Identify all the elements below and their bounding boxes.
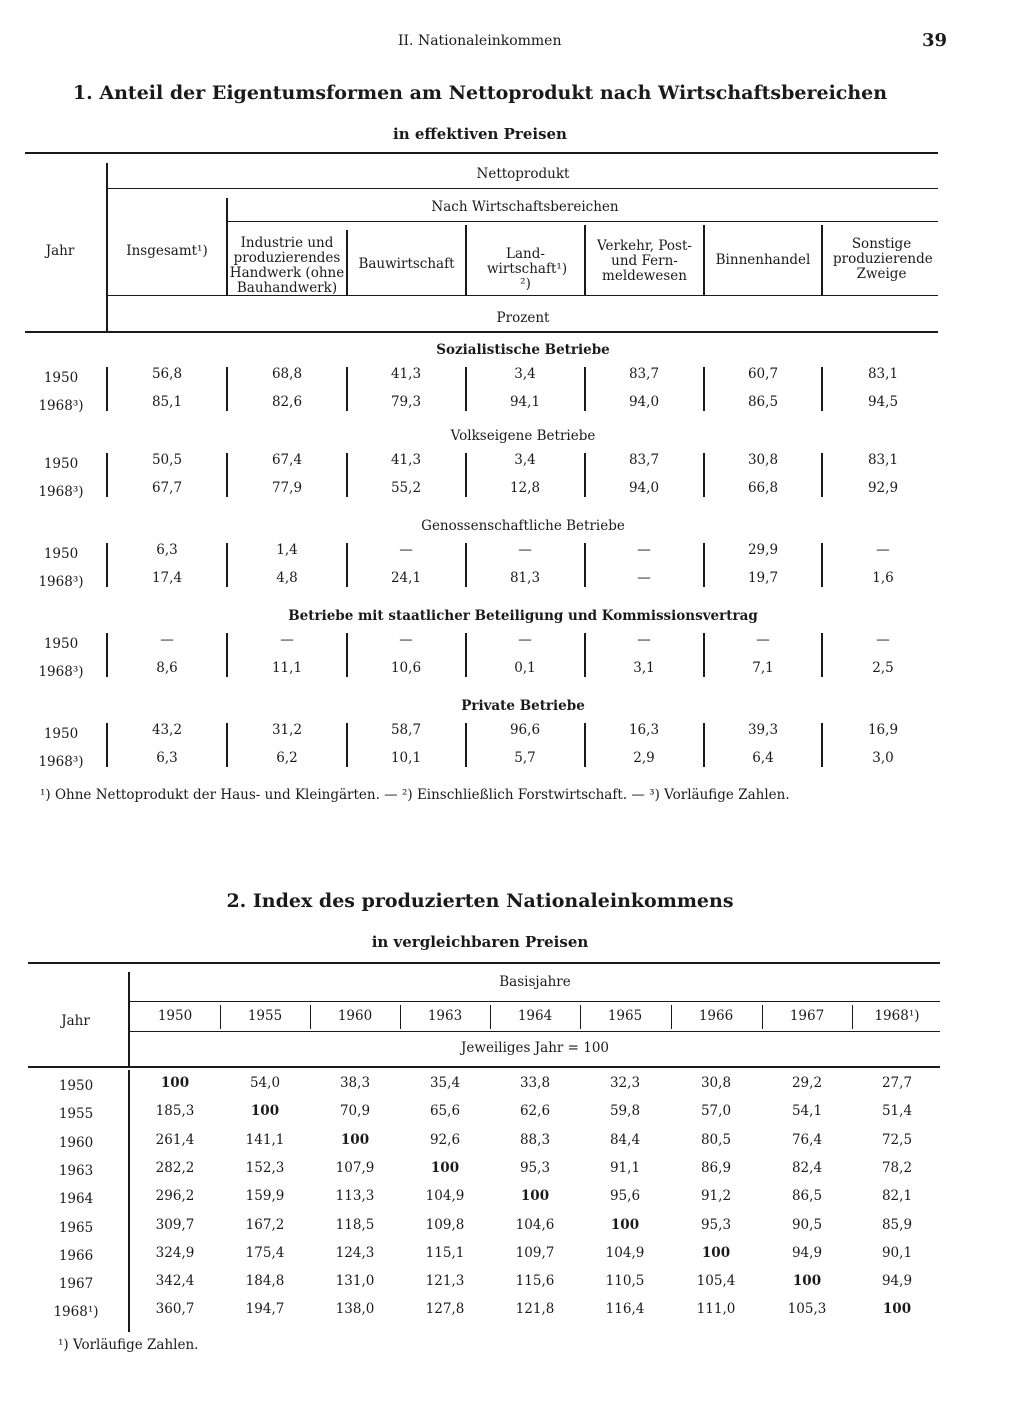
table-cell: 60,7 xyxy=(747,366,779,382)
table-cell: 81,3 xyxy=(509,570,541,586)
table1-subtitle: in effektiven Preisen xyxy=(393,125,567,143)
group-label: Genossenschaftliche Betriebe xyxy=(421,518,625,534)
column-divider xyxy=(465,633,467,677)
table-cell: 54,0 xyxy=(249,1075,281,1091)
table-cell: 38,3 xyxy=(339,1075,371,1091)
table-cell: 3,4 xyxy=(514,452,536,468)
table-cell: 39,3 xyxy=(747,722,779,738)
row-year: 1950 xyxy=(43,636,79,652)
row-year: 1963 xyxy=(58,1162,94,1179)
table-cell: 30,8 xyxy=(747,452,779,468)
row-year: 1950 xyxy=(58,1078,94,1094)
table-cell: — xyxy=(756,632,770,648)
table-cell: 51,4 xyxy=(881,1103,913,1120)
table2-col-header-jahr: Jahr xyxy=(61,1013,90,1029)
year-divider xyxy=(490,1005,491,1029)
column-divider xyxy=(465,723,467,767)
table-cell: 58,7 xyxy=(390,722,422,738)
table2-top-rule xyxy=(28,962,940,964)
column-divider xyxy=(106,543,108,587)
row-year: 1968³) xyxy=(38,754,84,770)
table-cell: 115,1 xyxy=(425,1244,465,1261)
basis-year-header: 1960 xyxy=(337,1008,373,1024)
table-cell: 6,2 xyxy=(276,750,298,766)
column-divider xyxy=(346,633,348,677)
row-year: 1964 xyxy=(58,1191,94,1208)
head-basisjahre: Basisjahre xyxy=(499,974,571,990)
group-label: Betriebe mit staatlicher Beteiligung und Kommissionsvertrag xyxy=(288,608,758,624)
table-cell: 72,5 xyxy=(881,1131,913,1148)
basis-year-header: 1950 xyxy=(157,1008,193,1024)
column-divider xyxy=(346,453,348,497)
column-divider xyxy=(465,367,467,411)
column-divider xyxy=(584,633,586,677)
table-cell: 82,4 xyxy=(791,1159,823,1176)
table-cell: 95,6 xyxy=(609,1188,641,1205)
table-cell: 3,1 xyxy=(633,660,655,676)
table-cell: — xyxy=(518,632,532,648)
table-cell: 138,0 xyxy=(335,1301,375,1318)
table-cell: 54,1 xyxy=(791,1103,823,1120)
column-divider xyxy=(106,723,108,767)
table-cell: 70,9 xyxy=(339,1103,371,1120)
table-cell: 261,4 xyxy=(155,1131,195,1148)
table-cell: 184,8 xyxy=(245,1273,285,1290)
column-divider xyxy=(584,453,586,497)
table-cell: 88,3 xyxy=(519,1131,551,1148)
table-cell: 24,1 xyxy=(390,570,422,586)
table-cell: — xyxy=(160,632,174,648)
table-cell: 324,9 xyxy=(155,1244,195,1261)
table-cell: 62,6 xyxy=(519,1103,551,1120)
group-label: Private Betriebe xyxy=(461,698,585,714)
table-cell: 16,3 xyxy=(628,722,660,738)
table-cell: 82,1 xyxy=(881,1188,913,1205)
table-cell: 1,6 xyxy=(872,570,894,586)
table1-header-bottom-rule xyxy=(25,331,938,333)
table-cell: 115,6 xyxy=(515,1273,555,1290)
table-cell: 16,9 xyxy=(867,722,899,738)
col-header-binnenhandel: Binnenhandel xyxy=(715,252,811,268)
table-cell: 127,8 xyxy=(425,1301,465,1318)
table1-footnote: ¹) Ohne Nettoprodukt der Haus- und Kleingärten. — ²) Einschließlich Forstwirtschaft. — ³) Vorläufige Zahlen. xyxy=(40,787,790,803)
group-label: Volkseigene Betriebe xyxy=(450,428,596,444)
col-header-verkehr: Verkehr, Post- und Fern- meldewesen xyxy=(597,238,692,284)
table-cell: 116,4 xyxy=(605,1301,645,1318)
year-divider xyxy=(671,1005,672,1029)
basis-year-header: 1966 xyxy=(698,1008,734,1024)
table-cell: 94,0 xyxy=(628,480,660,496)
rule-basisjahre xyxy=(130,1001,940,1002)
table-cell: 152,3 xyxy=(245,1159,285,1176)
table-cell: — xyxy=(637,570,651,586)
table-cell: 6,4 xyxy=(752,750,774,766)
table-cell: 6,3 xyxy=(156,542,178,558)
column-divider xyxy=(821,367,823,411)
table-cell: 50,5 xyxy=(151,452,183,468)
column-divider xyxy=(106,633,108,677)
column-divider xyxy=(584,543,586,587)
table-cell: 17,4 xyxy=(151,570,183,586)
column-divider xyxy=(346,723,348,767)
table-cell: — xyxy=(876,542,890,558)
table-cell: 86,5 xyxy=(791,1188,823,1205)
table-cell: 67,4 xyxy=(271,452,303,468)
table-cell: 35,4 xyxy=(429,1075,461,1091)
rule-years xyxy=(130,1031,940,1032)
table-cell: 84,4 xyxy=(609,1131,641,1148)
column-divider xyxy=(106,367,108,411)
rule-nach xyxy=(227,221,938,222)
row-year: 1950 xyxy=(43,546,79,562)
running-header: II. Nationaleinkommen xyxy=(398,33,562,49)
table-cell: 113,3 xyxy=(335,1188,375,1205)
table-cell: 31,2 xyxy=(271,722,303,738)
column-divider xyxy=(584,367,586,411)
table-cell: 41,3 xyxy=(390,366,422,382)
table-cell: 91,1 xyxy=(609,1159,641,1176)
head-nettoprodukt: Nettoprodukt xyxy=(476,166,570,182)
column-divider xyxy=(226,453,228,497)
table-cell: 121,3 xyxy=(425,1273,465,1290)
row-year: 1968³) xyxy=(38,664,84,680)
table-cell: 100 xyxy=(610,1216,640,1233)
table-cell: 30,8 xyxy=(700,1075,732,1091)
rule-nettoprodukt xyxy=(108,188,938,189)
table-cell: 86,5 xyxy=(747,394,779,410)
row-year: 1968³) xyxy=(38,574,84,590)
basis-year-header: 1955 xyxy=(247,1008,283,1024)
table-cell: 342,4 xyxy=(155,1273,195,1290)
table-cell: 33,8 xyxy=(519,1075,551,1091)
table-cell: 76,4 xyxy=(791,1131,823,1148)
table-cell: 56,8 xyxy=(151,366,183,382)
table-cell: 94,9 xyxy=(791,1244,823,1261)
table-cell: 86,9 xyxy=(700,1159,732,1176)
table-cell: 100 xyxy=(701,1244,731,1261)
table-cell: 59,8 xyxy=(609,1103,641,1120)
row-year: 1950 xyxy=(43,726,79,742)
table-cell: 4,8 xyxy=(276,570,298,586)
table-cell: 185,3 xyxy=(155,1103,195,1120)
table1-title: 1. Anteil der Eigentumsformen am Nettoprodukt nach Wirtschaftsbereichen xyxy=(72,82,888,104)
column-divider xyxy=(346,367,348,411)
table-cell: 2,9 xyxy=(633,750,655,766)
table-cell: 90,5 xyxy=(791,1216,823,1233)
table-cell: 12,8 xyxy=(509,480,541,496)
column-divider xyxy=(226,723,228,767)
table-cell: — xyxy=(399,542,413,558)
column-divider xyxy=(346,543,348,587)
table-cell: 141,1 xyxy=(245,1131,285,1148)
column-divider xyxy=(465,453,467,497)
table1-top-rule xyxy=(25,152,938,154)
column-divider xyxy=(703,723,705,767)
table-cell: 167,2 xyxy=(245,1216,285,1233)
table-cell: 43,2 xyxy=(151,722,183,738)
table-cell: 67,7 xyxy=(151,480,183,496)
table-cell: 94,9 xyxy=(881,1273,913,1290)
column-divider xyxy=(106,453,108,497)
table-cell: 104,6 xyxy=(515,1216,555,1233)
table-cell: 27,7 xyxy=(881,1075,913,1091)
table-cell: 8,6 xyxy=(156,660,178,676)
table-cell: 19,7 xyxy=(747,570,779,586)
year-divider xyxy=(852,1005,853,1029)
table2-header-bottom-rule xyxy=(28,1066,940,1068)
table-cell: 94,0 xyxy=(628,394,660,410)
table-cell: 79,3 xyxy=(390,394,422,410)
group-label: Sozialistische Betriebe xyxy=(436,342,610,358)
table-cell: 94,5 xyxy=(867,394,899,410)
row-year: 1950 xyxy=(43,370,79,386)
table-cell: 109,7 xyxy=(515,1244,555,1261)
column-divider xyxy=(584,723,586,767)
row-year: 1955 xyxy=(58,1106,94,1123)
column-divider xyxy=(703,633,705,677)
table-cell: — xyxy=(637,542,651,558)
table-cell: 85,9 xyxy=(881,1216,913,1233)
row-year: 1960 xyxy=(58,1134,94,1151)
year-divider xyxy=(310,1005,311,1029)
table-cell: 100 xyxy=(882,1301,912,1318)
row-year: 1968³) xyxy=(38,484,84,500)
table-cell: 78,2 xyxy=(881,1159,913,1176)
table-cell: 3,4 xyxy=(514,366,536,382)
column-divider xyxy=(226,633,228,677)
table-cell: 309,7 xyxy=(155,1216,195,1233)
column-divider xyxy=(226,543,228,587)
table-cell: 10,6 xyxy=(390,660,422,676)
head-jeweiliges-jahr: Jeweiliges Jahr = 100 xyxy=(460,1040,610,1056)
table-cell: 96,6 xyxy=(509,722,541,738)
table-cell: 100 xyxy=(160,1075,190,1091)
basis-year-header: 1968¹) xyxy=(874,1008,920,1024)
table-cell: 6,3 xyxy=(156,750,178,766)
column-divider xyxy=(703,367,705,411)
year-divider xyxy=(400,1005,401,1029)
table-cell: 360,7 xyxy=(155,1301,195,1318)
table-cell: 296,2 xyxy=(155,1188,195,1205)
col-header-landwirtschaft: Land- wirtschaft¹) ²) xyxy=(487,246,568,292)
table-cell: 100 xyxy=(250,1103,280,1120)
head-nach-wirtschaftsbereichen: Nach Wirtschaftsbereichen xyxy=(431,199,619,215)
basis-year-header: 1963 xyxy=(427,1008,463,1024)
table-cell: 66,8 xyxy=(747,480,779,496)
column-divider xyxy=(821,543,823,587)
year-divider xyxy=(220,1005,221,1029)
table-cell: 11,1 xyxy=(271,660,303,676)
table-cell: 104,9 xyxy=(425,1188,465,1205)
table-cell: 118,5 xyxy=(335,1216,375,1233)
table-cell: 175,4 xyxy=(245,1244,285,1261)
column-divider xyxy=(226,367,228,411)
table-cell: 282,2 xyxy=(155,1159,195,1176)
page-number: 39 xyxy=(922,30,948,51)
table-cell: 95,3 xyxy=(700,1216,732,1233)
table-cell: 100 xyxy=(792,1273,822,1290)
table-cell: — xyxy=(637,632,651,648)
table-cell: 57,0 xyxy=(700,1103,732,1120)
table-cell: 121,8 xyxy=(515,1301,555,1318)
table-cell: 55,2 xyxy=(390,480,422,496)
table-cell: 92,6 xyxy=(429,1131,461,1148)
table-cell: 107,9 xyxy=(335,1159,375,1176)
row-year: 1965 xyxy=(58,1219,94,1236)
table-cell: 124,3 xyxy=(335,1244,375,1261)
column-divider xyxy=(703,453,705,497)
table-cell: 159,9 xyxy=(245,1188,285,1205)
row-year: 1950 xyxy=(43,456,79,472)
table-cell: 1,4 xyxy=(276,542,298,558)
column-divider xyxy=(703,543,705,587)
basis-year-header: 1964 xyxy=(517,1008,553,1024)
table-cell: 7,1 xyxy=(752,660,774,676)
basis-year-header: 1965 xyxy=(607,1008,643,1024)
table-cell: 83,1 xyxy=(867,366,899,382)
table-cell: 10,1 xyxy=(390,750,422,766)
column-divider xyxy=(821,723,823,767)
table-cell: 109,8 xyxy=(425,1216,465,1233)
row-year: 1967 xyxy=(58,1276,94,1293)
column-divider xyxy=(821,453,823,497)
table-cell: 194,7 xyxy=(245,1301,285,1318)
table-cell: 0,1 xyxy=(514,660,536,676)
col-header-industrie: Industrie und produzierendes Handwerk (ohne Bauhandwerk) xyxy=(229,235,345,296)
table-cell: 41,3 xyxy=(390,452,422,468)
year-divider xyxy=(580,1005,581,1029)
table-cell: 90,1 xyxy=(881,1244,913,1261)
col-header-insgesamt: Insgesamt¹) xyxy=(126,243,208,259)
table-cell: 92,9 xyxy=(867,480,899,496)
table-cell: 80,5 xyxy=(700,1131,732,1148)
table-cell: 111,0 xyxy=(696,1301,736,1318)
table-cell: 65,6 xyxy=(429,1103,461,1120)
table-cell: 3,0 xyxy=(872,750,894,766)
column-divider xyxy=(821,633,823,677)
col-header-sonstige: Sonstige produzierende Zweige xyxy=(833,236,933,282)
table-cell: 85,1 xyxy=(151,394,183,410)
table-cell: 29,2 xyxy=(791,1075,823,1091)
col-header-bauwirtschaft: Bauwirtschaft xyxy=(358,256,455,272)
table-cell: 100 xyxy=(430,1159,460,1176)
table-cell: 91,2 xyxy=(700,1188,732,1205)
table-cell: 105,4 xyxy=(696,1273,736,1290)
column-divider xyxy=(465,543,467,587)
table-cell: — xyxy=(518,542,532,558)
table2-title: 2. Index des produzierten Nationaleinkommens xyxy=(226,890,734,912)
table-cell: 83,7 xyxy=(628,452,660,468)
table-cell: 77,9 xyxy=(271,480,303,496)
table-cell: 100 xyxy=(340,1131,370,1148)
table-cell: 5,7 xyxy=(514,750,536,766)
table-cell: 29,9 xyxy=(747,542,779,558)
table-cell: 94,1 xyxy=(509,394,541,410)
table-cell: — xyxy=(876,632,890,648)
table-cell: 82,6 xyxy=(271,394,303,410)
row-year: 1968³) xyxy=(38,398,84,414)
table-cell: 95,3 xyxy=(519,1159,551,1176)
table2-footnote: ¹) Vorläufige Zahlen. xyxy=(58,1337,199,1353)
table-cell: — xyxy=(280,632,294,648)
table-cell: 68,8 xyxy=(271,366,303,382)
table-cell: 83,1 xyxy=(867,452,899,468)
head-prozent: Prozent xyxy=(496,310,550,326)
table-cell: 83,7 xyxy=(628,366,660,382)
year-divider xyxy=(762,1005,763,1029)
table2-subtitle: in vergleichbaren Preisen xyxy=(371,933,589,951)
table-cell: — xyxy=(399,632,413,648)
table-cell: 131,0 xyxy=(335,1273,375,1290)
row-year: 1968¹) xyxy=(53,1304,99,1321)
table-cell: 100 xyxy=(520,1188,550,1205)
table-cell: 110,5 xyxy=(605,1273,645,1290)
table-cell: 32,3 xyxy=(609,1075,641,1091)
table-cell: 105,3 xyxy=(787,1301,827,1318)
table-cell: 104,9 xyxy=(605,1244,645,1261)
col-header-jahr: Jahr xyxy=(45,243,75,259)
table-cell: 2,5 xyxy=(872,660,894,676)
basis-year-header: 1967 xyxy=(789,1008,825,1024)
row-year: 1966 xyxy=(58,1247,94,1264)
